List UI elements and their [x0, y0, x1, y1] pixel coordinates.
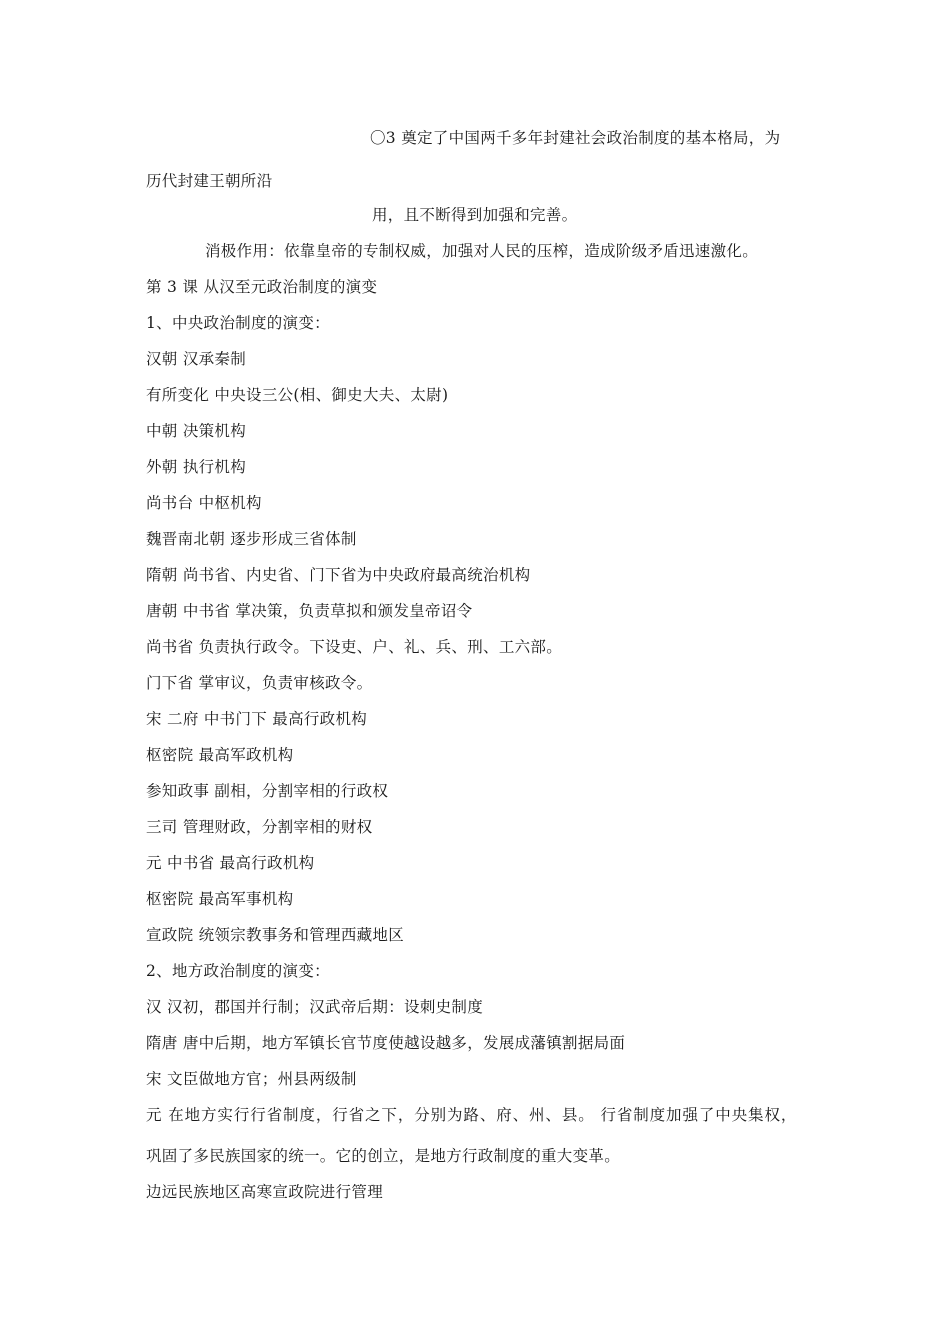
text-line-10: 外朝 执行机构: [146, 458, 247, 476]
section-heading-central: 1、中央政治制度的演变：: [146, 314, 330, 332]
text-line-22: 枢密院 最高军事机构: [146, 890, 294, 908]
text-line-19: 参知政事 副相，分割宰相的行政权: [146, 782, 389, 800]
text-line-28: 元 在地方实行行省制度，行省之下，分别为路、府、州、县。 行省制度加强了中央集权，: [146, 1106, 798, 1124]
text-line-16: 门下省 掌审议，负责审核政令。: [146, 674, 373, 692]
text-line-8: 有所变化 中央设三公(相、御史大夫、太尉): [146, 386, 449, 404]
text-line-7: 汉朝 汉承秦制: [146, 350, 247, 368]
text-line-17: 宋 二府 中书门下 最高行政机构: [146, 710, 368, 728]
text-line-30: 边远民族地区高寒宣政院进行管理: [146, 1183, 384, 1201]
text-line-27: 宋 文臣做地方官；州县两级制: [146, 1070, 357, 1088]
text-line-9: 中朝 决策机构: [146, 422, 247, 440]
text-line-4: 消极作用：依靠皇帝的专制权威，加强对人民的压榨，造成阶级矛盾迅速激化。: [205, 242, 759, 260]
text-line-3: 用，且不断得到加强和完善。: [372, 206, 578, 224]
text-line-15: 尚书省 负责执行政令。下设吏、户、礼、兵、刑、工六部。: [146, 638, 563, 656]
text-line-14: 唐朝 中书省 掌决策，负责草拟和颁发皇帝诏令: [146, 602, 473, 620]
text-line-18: 枢密院 最高军政机构: [146, 746, 294, 764]
text-line-1: 〇3 奠定了中国两千多年封建社会政治制度的基本格局，为: [370, 129, 781, 147]
text-line-13: 隋朝 尚书省、内史省、门下省为中央政府最高统治机构: [146, 566, 531, 584]
text-line-26: 隋唐 唐中后期，地方军镇长官节度使越设越多，发展成藩镇割据局面: [146, 1034, 626, 1052]
text-line-20: 三司 管理财政，分割宰相的财权: [146, 818, 373, 836]
text-line-21: 元 中书省 最高行政机构: [146, 854, 315, 872]
text-line-25: 汉 汉初，郡国并行制；汉武帝后期：设刺史制度: [146, 998, 484, 1016]
lesson-heading: 第 3 课 从汉至元政治制度的演变: [146, 278, 378, 296]
section-heading-local: 2、地方政治制度的演变：: [146, 962, 330, 980]
text-line-2: 历代封建王朝所沿: [146, 172, 273, 190]
text-line-23: 宣政院 统领宗教事务和管理西藏地区: [146, 926, 405, 944]
text-line-11: 尚书台 中枢机构: [146, 494, 262, 512]
text-line-29: 巩固了多民族国家的统一。它的创立，是地方行政制度的重大变革。: [146, 1147, 621, 1165]
text-line-12: 魏晋南北朝 逐步形成三省体制: [146, 530, 357, 548]
